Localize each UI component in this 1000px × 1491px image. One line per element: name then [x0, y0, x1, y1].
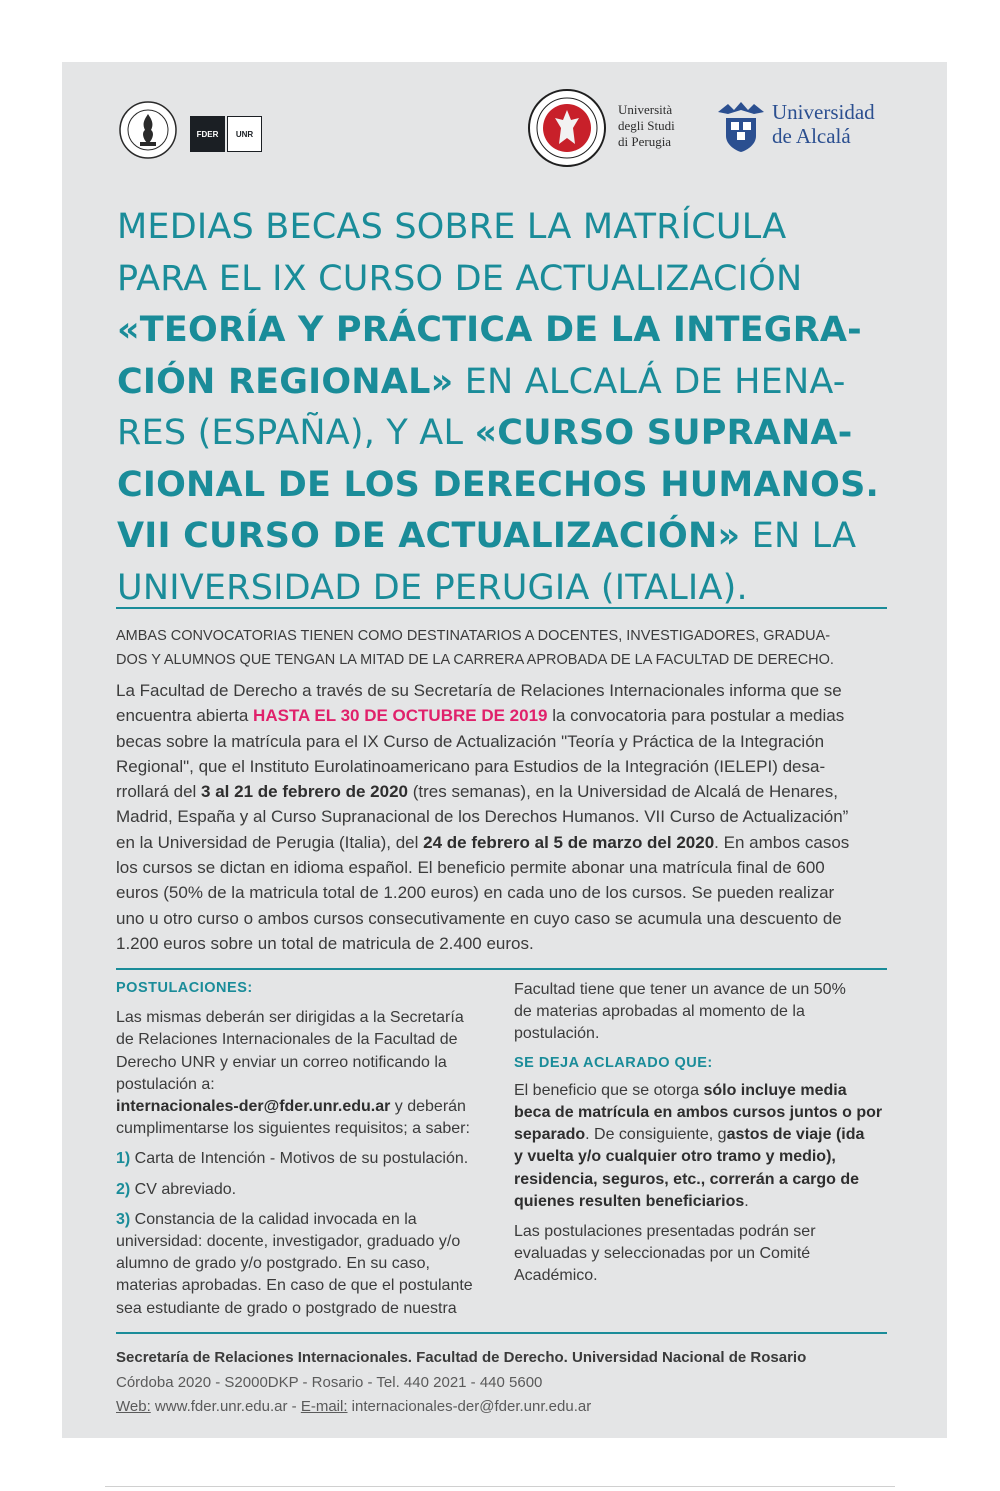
- body-line: [116, 830, 891, 855]
- selection-line: evaluadas y seleccionadas por un Comité: [514, 1245, 811, 1263]
- headline-line: [117, 408, 907, 460]
- clarification-text: .: [744, 1192, 749, 1210]
- requirement-1: [116, 1148, 501, 1170]
- clarification-line: [514, 1102, 889, 1124]
- perugia-seal-logo: [527, 88, 607, 168]
- body-line: Madrid, España y al Curso Supranacional de los Derechos Humanos. VII Curso de Actualización”: [116, 807, 849, 827]
- continued-line: Facultad tiene que tener un avance de un 50%: [514, 981, 846, 998]
- clarification-text: El beneficio que se otorga: [514, 1081, 704, 1099]
- deadline-highlight: HASTA EL 30 DE OCTUBRE DE 2019: [253, 706, 548, 726]
- footer-institution: Secretaría de Relaciones Internacionales. Facultad de Derecho. Universidad Nacional de Rosario: [116, 1349, 807, 1366]
- body-text: (tres semanas), en la Universidad de Alcalá de Henares,: [408, 782, 838, 802]
- footer-contact: [116, 1346, 891, 1420]
- footer-line: [116, 1346, 891, 1371]
- continued-line: de materias aprobadas al momento de la: [514, 1003, 805, 1021]
- divider-bottom: [116, 1332, 887, 1334]
- headline-regular: EN ALCALÁ DE HENA-: [453, 361, 846, 402]
- clarification-bold: residencia, seguros, etc., correrán a cargo de: [514, 1170, 860, 1188]
- body-text: encuentra abierta: [116, 706, 254, 726]
- clarification-line: [514, 1191, 889, 1213]
- footer-email-link[interactable]: internacionales-der@fder.unr.edu.ar: [347, 1398, 592, 1415]
- clarification-line: [514, 1080, 889, 1102]
- clarification-bold: y vuelta y/o cualquier otro tramo y medio),: [514, 1148, 836, 1166]
- requirement-3: [116, 1209, 501, 1231]
- body-line: Regional", que el Instituto Eurolatinoamericano para Estudios de la Integración (IELEPI) desa-: [116, 756, 826, 776]
- website-link[interactable]: www.fder.unr.edu.ar -: [150, 1398, 301, 1415]
- headline-line: [117, 357, 907, 409]
- applications-line: Las mismas deberán ser dirigidas a la Secretaría: [116, 1009, 464, 1027]
- clarification-line: [514, 1124, 889, 1146]
- poster: [62, 62, 947, 1438]
- applications-line: postulación a:: [116, 1075, 215, 1093]
- clarification-line: [514, 1169, 889, 1191]
- applications-line: cumplimentarse los siguientes requisitos; a saber:: [116, 1120, 470, 1138]
- requirement-text: Constancia de la calidad invocada en la: [130, 1210, 417, 1228]
- headline-bold: VII CURSO DE ACTUALIZACIÓN»: [117, 516, 741, 556]
- footer-address: Córdoba 2020 - S2000DKP - Rosario - Tel. 440 2021 - 440 5600: [116, 1373, 543, 1391]
- applications-heading: POSTULACIONES:: [116, 980, 253, 996]
- headline-line: MEDIAS BECAS SOBRE LA MATRÍCULA: [117, 207, 787, 247]
- fder-unr-logo: [190, 116, 262, 152]
- requirement-line: universidad: docente, investigador, graduado y/o: [116, 1233, 461, 1251]
- body-text: en la Universidad de Perugia (Italia), del: [116, 832, 424, 852]
- clarification-line: [514, 1146, 889, 1168]
- intro-line: DOS Y ALUMNOS QUE TENGAN LA MITAD DE LA CARRERA APROBADA DE LA FACULTAD DE DERECHO.: [116, 651, 834, 668]
- clarification-heading: SE DEJA ACLARADO QUE:: [514, 1054, 713, 1071]
- headline: [117, 202, 907, 614]
- divider-middle: [116, 968, 887, 970]
- headline-line: CIONAL DE LOS DERECHOS HUMANOS.: [117, 464, 879, 505]
- body-text: la convocatoria para postular a medias: [547, 706, 845, 726]
- body-line: La Facultad de Derecho a través de su Secretaría de Relaciones Internacionales informa que se: [116, 681, 842, 700]
- requirement-number: 2): [116, 1180, 131, 1198]
- body-line: los cursos se dictan en idioma español. El beneficio permite abonar una matrícula final de 600: [116, 858, 825, 878]
- requirement-line: sea estudiante de grado o postgrado de nuestra: [116, 1299, 457, 1317]
- body-line: euros (50% de la matricula total de 1.200 euros) en cada uno de los cursos. Se pueden realizar: [116, 883, 835, 903]
- body-line: uno u otro curso o ambos cursos consecutivamente en cuyo caso se acumula una descuento de: [116, 908, 842, 928]
- intro-caps: [116, 625, 891, 672]
- requirement-number: 3): [116, 1210, 131, 1228]
- divider-top: [116, 607, 887, 609]
- alcala-line: de Alcalá: [772, 124, 851, 148]
- body-line: [116, 779, 891, 804]
- web-label: Web:: [116, 1398, 151, 1415]
- applications-line: de Relaciones Internacionales de la Facultad de: [116, 1031, 458, 1049]
- headline-bold: CIÓN REGIONAL»: [117, 361, 454, 402]
- clarification-bold: quienes resulten beneficiarios: [514, 1192, 745, 1210]
- unr-label: UNR: [227, 116, 262, 152]
- clarification-bold: separado: [514, 1126, 586, 1144]
- body-text: . En ambos casos: [714, 832, 850, 852]
- applications-line: [116, 1096, 501, 1118]
- requirement-number: 1): [116, 1150, 131, 1168]
- requirement-line: alumno de grado y/o postgrado. En su caso,: [116, 1255, 430, 1273]
- headline-regular: RES (ESPAÑA), Y AL: [117, 413, 475, 453]
- alcala-line: Universidad: [772, 100, 875, 124]
- requirement-text: Carta de Intención - Motivos de su postulación.: [130, 1150, 469, 1168]
- clarification-text: . De consiguiente, g: [585, 1126, 727, 1144]
- applications-line: Derecho UNR y enviar un correo notificando la: [116, 1053, 447, 1071]
- requirement-2: [116, 1179, 501, 1201]
- intro-line: AMBAS CONVOCATORIAS TIENEN COMO DESTINATARIOS A DOCENTES, INVESTIGADORES, GRADUA-: [116, 628, 831, 644]
- contact-email-link[interactable]: internacionales-der@fder.unr.edu.ar: [116, 1098, 391, 1116]
- body-line: 1.200 euros sobre un total de matricula de 2.400 euros.: [116, 933, 534, 953]
- body-paragraph: [116, 678, 891, 956]
- requirement-line: materias aprobadas. En caso de que el postulante: [116, 1277, 473, 1295]
- perugia-dates: 24 de febrero al 5 de marzo del 2020: [423, 832, 715, 852]
- unr-seal-logo: [118, 100, 178, 160]
- applications-text: y deberán: [390, 1098, 466, 1116]
- selection-line: Las postulaciones presentadas podrán ser: [514, 1223, 816, 1241]
- continued-line: postulación.: [514, 1025, 600, 1043]
- body-line: [116, 703, 891, 728]
- page-bottom-line: [105, 1486, 895, 1487]
- clarification-bold: sólo incluye media: [703, 1081, 847, 1099]
- body-text: rrollará del: [116, 782, 202, 802]
- fder-label: FDER: [190, 116, 225, 152]
- alcala-emblem-logo: [714, 98, 768, 154]
- headline-line: UNIVERSIDAD DE PERUGIA (ITALIA).: [117, 567, 748, 608]
- body-line: becas sobre la matrícula para el IX Curso de Actualización "Teoría y Práctica de la Integración: [116, 731, 825, 751]
- perugia-name: [618, 102, 708, 150]
- requirement-text: CV abreviado.: [130, 1180, 237, 1198]
- headline-line: «TEORÍA Y PRÁCTICA DE LA INTEGRA-: [117, 310, 862, 350]
- perugia-line: degli Studi: [618, 118, 675, 133]
- email-label: E-mail:: [300, 1398, 348, 1415]
- footer-line: [116, 1395, 891, 1420]
- perugia-line: Università: [618, 102, 673, 117]
- headline-regular: EN LA: [740, 516, 857, 556]
- clarification-bold: astos de viaje (ida: [726, 1126, 865, 1144]
- perugia-line: di Perugia: [618, 134, 672, 149]
- applications-column: [116, 977, 501, 1320]
- headline-line: PARA EL IX CURSO DE ACTUALIZACIÓN: [117, 258, 803, 299]
- selection-line: Académico.: [514, 1267, 598, 1285]
- alcala-name: [772, 100, 922, 148]
- headline-line: [117, 511, 907, 563]
- clarification-column: [514, 979, 889, 1288]
- headline-bold: «CURSO SUPRANA-: [474, 413, 853, 453]
- alcala-dates: 3 al 21 de febrero de 2020: [201, 782, 408, 802]
- clarification-bold: beca de matrícula en ambos cursos juntos o por: [514, 1104, 883, 1122]
